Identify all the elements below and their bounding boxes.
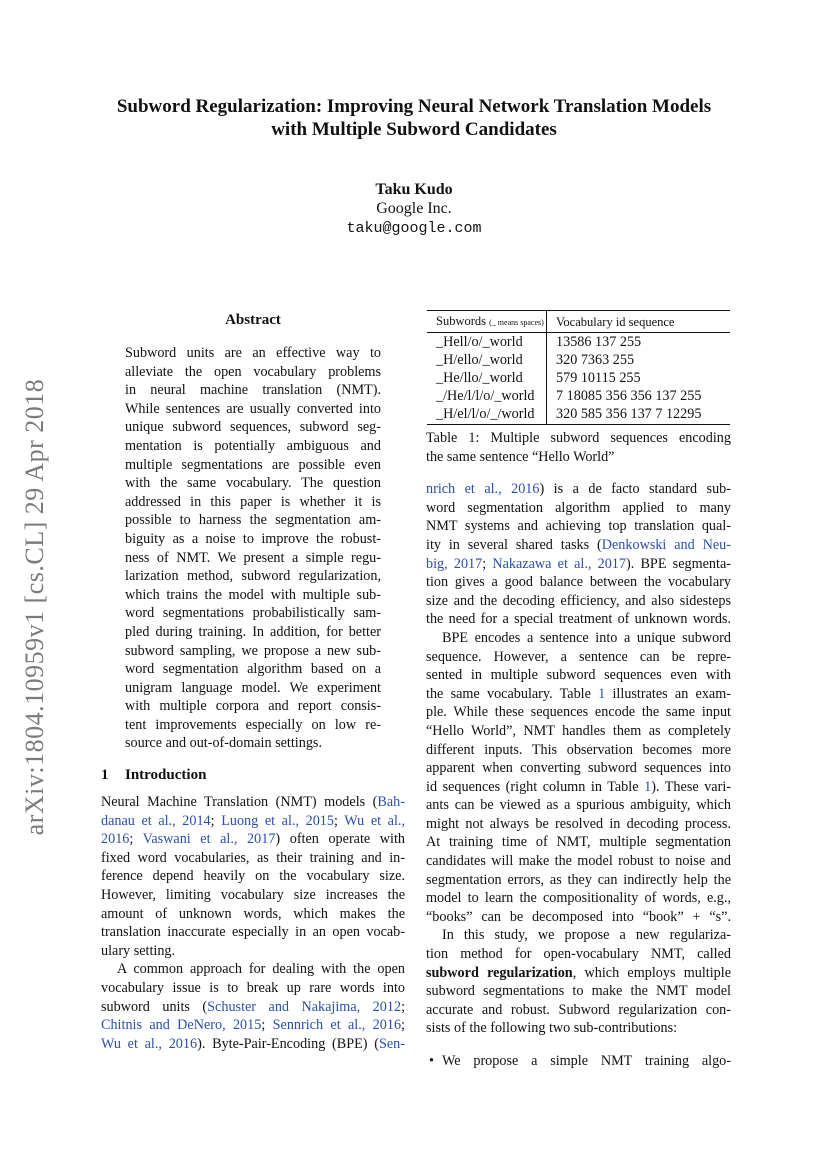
text-span: ulary setting. <box>101 942 176 959</box>
citation-link[interactable]: Sennrich et al., 2016 <box>272 1017 402 1034</box>
abstract-line: unigram language model. We experiment <box>125 679 381 696</box>
arxiv-stamp-text: arXiv:1804.10959v1 [cs.CL] 29 Apr 2018 <box>20 378 49 836</box>
citation-link[interactable]: Bah- <box>377 794 405 811</box>
title-line-2: with Multiple Subword Candidates <box>271 119 557 140</box>
text-line <box>426 536 731 555</box>
section-heading-introduction <box>101 765 405 785</box>
table-1-caption <box>426 429 731 466</box>
abstract-line: addressed in this paper is whether it is <box>125 493 381 510</box>
text-line <box>101 905 405 924</box>
text-line <box>101 923 405 942</box>
abstract-line: source and out-of-domain settings. <box>125 735 323 752</box>
text-span: ). These vari- <box>651 778 731 795</box>
table-row <box>427 351 730 369</box>
abstract-line: with multiple corpora and report consis- <box>125 698 381 715</box>
bullet-text: We propose a simple NMT training algo- <box>442 1053 731 1069</box>
text-span: ; <box>129 831 143 848</box>
abstract-heading: Abstract <box>225 312 281 328</box>
citation-link[interactable]: Vaswani et al., 2017 <box>142 831 276 848</box>
abstract-line: mentation is potentially ambiguous and <box>125 437 381 454</box>
abstract-line: multiple segmentations are possible even <box>125 456 381 473</box>
text-span: different inputs. This observation becomes more <box>426 741 731 758</box>
abstract-line: with the same vocabulary. The question <box>125 475 381 492</box>
cell-ids: 320 585 356 137 7 12295 <box>547 405 731 425</box>
table-header-row <box>427 311 730 333</box>
text-line <box>426 778 731 797</box>
text-line <box>426 982 731 1001</box>
right-paragraph-2 <box>426 629 731 927</box>
citation-link[interactable]: 1 <box>644 778 652 795</box>
abstract-line: unique subword sequences, subword seg- <box>125 419 381 436</box>
text-span: model to learn the compositionality of words, e.g., <box>426 890 731 907</box>
caption-line: the same sentence “Hello World” <box>426 448 615 465</box>
text-line <box>426 889 731 908</box>
table-row <box>427 333 730 352</box>
text-span: the need for a special treatment of unknown words. <box>426 611 731 628</box>
text-line <box>101 1035 405 1054</box>
abstract-line: which trains the model with multiple sub- <box>125 586 381 603</box>
text-span: sists of the following two sub-contributions: <box>426 1020 678 1037</box>
abstract-line: subword sampling, we propose a new sub- <box>125 642 381 659</box>
text-span: tion gives a good balance between the vocabulary <box>426 574 731 591</box>
text-line <box>426 964 731 983</box>
text-span: ity in several shared tasks ( <box>426 536 602 553</box>
abstract-line: word segmentation algorithm based on a <box>125 661 381 678</box>
text-line <box>426 592 731 611</box>
caption-line: Table 1: Multiple subword sequences encoding <box>426 430 731 446</box>
text-span: In this study, we propose a new regulariza- <box>442 927 731 944</box>
text-line <box>426 610 731 629</box>
intro-paragraph-2 <box>101 960 405 1053</box>
intro-paragraph-1 <box>101 793 405 960</box>
table-1 <box>427 310 730 425</box>
text-line <box>426 741 731 760</box>
text-line <box>101 830 405 849</box>
right-paragraph-1 <box>426 480 731 629</box>
text-span: subword segmentations to make the NMT model <box>426 983 731 1000</box>
citation-link[interactable]: Nakazawa et al., 2017 <box>492 555 626 572</box>
text-line <box>101 960 405 979</box>
text-line <box>426 722 731 741</box>
text-span: ; <box>401 1017 405 1034</box>
text-line <box>426 945 731 964</box>
text-line <box>426 871 731 890</box>
citation-link[interactable]: Schuster and Nakajima, 2012 <box>207 998 402 1015</box>
cell-subwords: _He/llo/_world <box>427 369 547 387</box>
text-span: ; <box>261 1017 273 1034</box>
citation-link[interactable]: Wu et al., 2016 <box>101 1035 198 1052</box>
bold-term: subword regularization <box>426 964 573 981</box>
section-title: Introduction <box>125 767 207 784</box>
text-span: ; <box>401 998 406 1015</box>
text-line <box>101 942 405 961</box>
text-span: “Hello World”, NMT handles them as completely <box>426 722 731 739</box>
right-column <box>426 310 731 1071</box>
author-name: Taku Kudo <box>375 181 453 198</box>
text-span: sequence. However, a sentence can be repre- <box>426 648 731 665</box>
abstract-line: in neural machine translation (NMT). <box>125 382 381 399</box>
text-span: ) is a de facto standard sub- <box>539 481 731 498</box>
text-span: At training time of NMT, multiple segmentation <box>426 834 731 851</box>
text-line <box>101 793 405 812</box>
header-subwords-note: (_ means spaces) <box>489 318 544 327</box>
cell-ids: 7 18085 356 356 137 255 <box>556 388 702 404</box>
text-span: vocabulary issue is to break up rare words into <box>101 980 405 996</box>
abstract-line: While sentences are usually converted into <box>125 400 381 417</box>
text-span: fixed word vocabularies, as their training and in- <box>101 849 405 866</box>
table-header-subwords <box>427 311 547 333</box>
cell-subwords: _/He/l/l/o/_world <box>427 387 547 405</box>
text-line <box>101 998 405 1017</box>
text-span: ; <box>210 812 222 829</box>
text-line <box>426 833 731 852</box>
text-line <box>426 517 731 536</box>
author-email: taku@google.com <box>346 220 482 237</box>
abstract-line: tent improvements especially on low re- <box>125 716 381 733</box>
text-span: However, limiting vocabulary size increases the <box>101 887 405 904</box>
text-span: tion method for open-vocabulary NMT, called <box>426 946 731 963</box>
text-line <box>426 1001 731 1020</box>
text-span: size and the decoding efficiency, and also sidesteps <box>426 592 731 609</box>
text-span: candidates will make the model robust to noise and <box>426 853 731 870</box>
text-span: ) often operate with <box>275 831 406 848</box>
left-column <box>101 310 405 1053</box>
text-span: “books” can be decomposed into “book” + “s”. <box>426 908 731 925</box>
cell-subwords: _Hell/o/_world <box>427 333 547 352</box>
author-affiliation: Google Inc. <box>376 200 452 217</box>
text-line <box>426 666 731 685</box>
table-row <box>427 369 730 387</box>
abstract-line: biguity as a noise to improve the robust- <box>125 530 381 547</box>
text-line <box>426 759 731 778</box>
text-span: Neural Machine Translation (NMT) models ( <box>101 794 378 811</box>
text-line <box>426 573 731 592</box>
citation-link[interactable]: Wu et al., <box>344 812 405 829</box>
citation-link[interactable]: big, 2017 <box>426 555 483 572</box>
paper-title <box>60 95 768 141</box>
cell-ids: 320 7363 255 <box>556 352 635 368</box>
text-line <box>426 908 731 927</box>
text-line <box>101 979 405 998</box>
citation-link[interactable]: 1 <box>598 685 606 702</box>
text-span: ference depend heavily on the vocabulary size. <box>101 868 405 885</box>
text-span: ). Byte-Pair-Encoding (BPE) ( <box>197 1035 379 1052</box>
text-span: ). BPE segmenta- <box>626 555 731 572</box>
text-line <box>101 812 405 831</box>
abstract-line: larization method, subword regularization, <box>125 568 381 585</box>
abstract-line: possible to harness the segmentation am- <box>125 512 381 529</box>
text-line <box>426 555 731 574</box>
text-line <box>426 480 731 499</box>
text-line <box>426 815 731 834</box>
right-paragraph-3 <box>426 926 731 1038</box>
citation-link[interactable]: nrich et al., 2016 <box>426 481 540 498</box>
text-span: might not always be resolved in decoding process. <box>426 815 731 832</box>
citation-link[interactable]: 2016 <box>101 831 130 848</box>
text-span: illustrates an exam- <box>605 685 731 702</box>
title-line-1: Subword Regularization: Improving Neural Network Translation Models <box>116 96 712 117</box>
text-span: accurate and robust. Subword regularization con- <box>426 1001 731 1018</box>
table-header-ids: Vocabulary id sequence <box>547 311 731 333</box>
text-line <box>101 849 405 868</box>
table-row <box>427 405 730 425</box>
citation-link[interactable]: Luong et al., 2015 <box>221 812 334 829</box>
abstract-line: alleviate the open vocabulary problems <box>125 363 381 380</box>
text-line <box>426 648 731 667</box>
text-line <box>426 852 731 871</box>
contribution-bullet <box>426 1052 731 1071</box>
text-span: id sequences (right column in Table <box>426 778 645 795</box>
text-line <box>101 886 405 905</box>
text-span: ple. While these sequences encode the same input <box>426 704 731 721</box>
text-span: segmentation errors, as they can indirectly help the <box>426 871 731 888</box>
abstract-line: Subword units are an effective way to <box>125 345 381 361</box>
text-span: subword units ( <box>101 998 208 1015</box>
abstract-line: word segmentations probabilistically sam- <box>125 605 381 622</box>
text-line <box>101 1016 405 1035</box>
text-span: translation inaccurate especially in an open vocab- <box>101 924 405 941</box>
text-line <box>426 499 731 518</box>
cell-subwords: _H/el/l/o/_/world <box>427 405 547 425</box>
text-span: A common approach for dealing with the open <box>117 961 405 978</box>
text-span: ; <box>334 812 345 829</box>
abstract-line: pled during training. In addition, for better <box>125 623 381 640</box>
citation-link[interactable]: Chitnis and DeNero, 2015 <box>101 1017 262 1034</box>
text-span: ants can be viewed as a spurious ambiguity, which <box>426 797 731 814</box>
text-span: sented in multiple subword sequences even with <box>426 667 731 684</box>
abstract-line: ness of NMT. We present a simple regu- <box>125 549 381 566</box>
text-line <box>426 926 731 945</box>
cell-ids: 579 10115 255 <box>556 370 641 386</box>
text-span: apparent when converting subword sequences into <box>426 760 731 777</box>
cell-subwords: _H/ello/_world <box>427 351 547 369</box>
text-line <box>426 1019 731 1038</box>
section-number: 1 <box>101 767 109 784</box>
text-span: NMT systems and achieving top translation qual- <box>426 518 731 535</box>
text-line <box>426 703 731 722</box>
text-span: amount of unknown words, which makes the <box>101 905 405 922</box>
text-line <box>426 796 731 815</box>
text-span: ; <box>482 555 493 572</box>
citation-link[interactable]: Sen- <box>378 1035 405 1052</box>
text-line <box>426 685 731 704</box>
arxiv-stamp <box>22 362 48 852</box>
text-line <box>101 867 405 886</box>
text-span: , which employs multiple <box>572 964 731 981</box>
table-row <box>427 387 730 405</box>
text-span: word segmentation algorithm applied to many <box>426 499 731 516</box>
citation-link[interactable]: Denkowski and Neu- <box>601 536 731 553</box>
text-span: BPE encodes a sentence into a unique subword <box>442 629 731 646</box>
citation-link[interactable]: danau et al., 2014 <box>101 812 211 829</box>
cell-ids: 13586 137 255 <box>556 334 642 350</box>
text-span: the same vocabulary. Table <box>426 685 599 702</box>
header-subwords-label: Subwords <box>436 314 487 328</box>
text-line <box>426 629 731 648</box>
author-block <box>60 180 768 239</box>
bullet-dot: • <box>429 1053 434 1069</box>
abstract-body <box>101 344 405 753</box>
